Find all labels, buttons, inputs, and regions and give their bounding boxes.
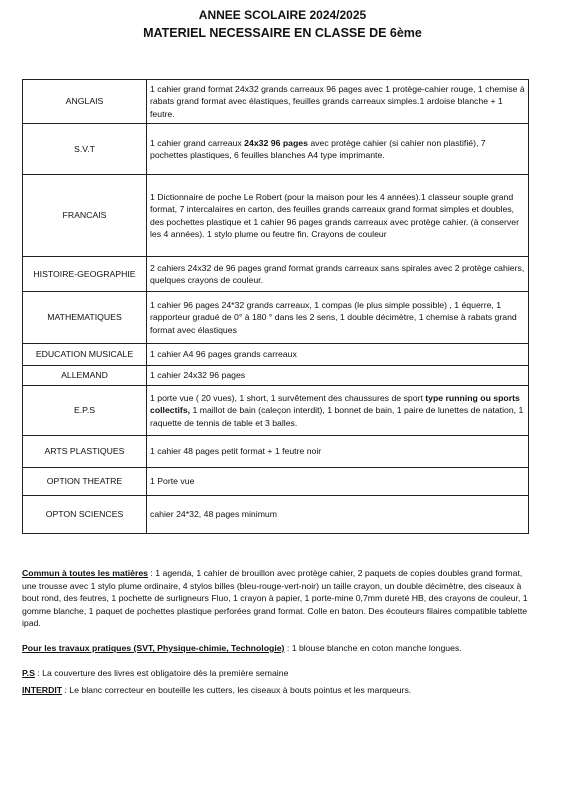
subject-cell: HISTOIRE-GEOGRAPHIE xyxy=(23,257,147,292)
subject-cell: MATHEMATIQUES xyxy=(23,292,147,344)
ps-note: P.S : La couverture des livres est obligatoire dès la première semaine xyxy=(22,668,289,678)
table-row xyxy=(23,366,529,386)
school-year-title: ANNEE SCOLAIRE 2024/2025 xyxy=(198,8,367,22)
table-row xyxy=(23,468,529,496)
subject-cell: S.V.T xyxy=(23,124,147,175)
materials-cell: 1 porte vue ( 20 vues), 1 short, 1 survêtement des chaussures de sport type running ou sports collectifs, 1 maillot de bain (caleçon interdit), 1 bonnet de bain, 1 paire de lunettes de natation, 1 raquette de tennis de table et 3 balles. xyxy=(147,386,529,436)
page-title: MATERIEL NECESSAIRE EN CLASSE DE 6ème xyxy=(143,26,422,40)
materials-cell: 1 Porte vue xyxy=(147,468,529,496)
subject-cell: OPTON SCIENCES xyxy=(23,496,147,534)
table-row xyxy=(23,496,529,534)
materials-cell: 1 cahier 48 pages petit format + 1 feutre noir xyxy=(147,436,529,468)
common-supplies-note: Commun à toutes les matières : 1 agenda, 1 cahier de brouillon avec protège cahier, 2 paquets de copies doubles grand format, une trousse avec 1 stylo plume ordinaire, 4 stylos billes (bleu-rouge-vert-noir) un taille crayon, un double décimètre, des ciseaux à bout rond, des feutres, 1 pochette de surligneurs Fluo, 1 crayon à papier, 1 porte-mine 0,7mm dureté HB, des crayons de couleur, 1 gomme blanche, 1 paquet de pochettes plastique perforées grand format. Colle en baton. Des écouteurs filaires compatible tablette ipad. xyxy=(22,568,528,629)
materials-cell: 1 Dictionnaire de poche Le Robert (pour la maison pour les 4 années).1 classeur souple grand format, 7 intercalaires en carton, des feuilles grands carreaux grand format simples et doubles, des pochettes plastique et 1 cahier 96 pages grands carreaux avec protège cahier. (à conserver les 4 années). 1 stylo plume ou feutre fin. Crayons de couleur xyxy=(147,175,529,257)
materials-cell: cahier 24*32, 48 pages minimum xyxy=(147,496,529,534)
subject-cell: ARTS PLASTIQUES xyxy=(23,436,147,468)
forbidden-note: INTERDIT : Le blanc correcteur en bouteille les cutters, les ciseaux à bouts pointus et les marqueurs. xyxy=(22,685,412,695)
practical-work-note: Pour les travaux pratiques (SVT, Physique-chimie, Technologie) : 1 blouse blanche en coton manche longues. xyxy=(22,643,462,653)
table-row xyxy=(23,344,529,366)
subject-cell: OPTION THEATRE xyxy=(23,468,147,496)
table-row xyxy=(23,292,529,344)
materials-cell: 1 cahier 96 pages 24*32 grands carreaux, 1 compas (le plus simple possible) , 1 équerre, 1 rapporteur gradué de 0° à 180 ° dans les 2 sens, 1 double décimètre, 1 chemise à rabats grand format avec élastiques xyxy=(147,292,529,344)
subject-cell: ALLEMAND xyxy=(23,366,147,386)
subject-cell: ANGLAIS xyxy=(23,80,147,124)
materials-cell: 2 cahiers 24x32 de 96 pages grand format grands carreaux sans spirales avec 2 protège cahiers, quelques crayons de couleur. xyxy=(147,257,529,292)
table-row xyxy=(23,386,529,436)
materials-cell: 1 cahier A4 96 pages grands carreaux xyxy=(147,344,529,366)
materials-cell: 1 cahier grand format 24x32 grands carreaux 96 pages avec 1 protège-cahier rouge, 1 chemise à rabats grand format avec élastiques, feuilles grands carreaux simples.1 ardoise blanche + 1 feutre. xyxy=(147,80,529,124)
materials-cell: 1 cahier grand carreaux 24x32 96 pages avec protège cahier (si cahier non plastifié), 7 pochettes plastiques, 6 feuilles blanches A4 type imprimante. xyxy=(147,124,529,175)
table-row xyxy=(23,80,529,124)
table-row xyxy=(23,436,529,468)
table-row xyxy=(23,124,529,175)
table-row xyxy=(23,257,529,292)
supplies-table xyxy=(22,79,529,534)
subject-cell: EDUCATION MUSICALE xyxy=(23,344,147,366)
table-row xyxy=(23,175,529,257)
subject-cell: E.P.S xyxy=(23,386,147,436)
materials-cell: 1 cahier 24x32 96 pages xyxy=(147,366,529,386)
subject-cell: FRANCAIS xyxy=(23,175,147,257)
